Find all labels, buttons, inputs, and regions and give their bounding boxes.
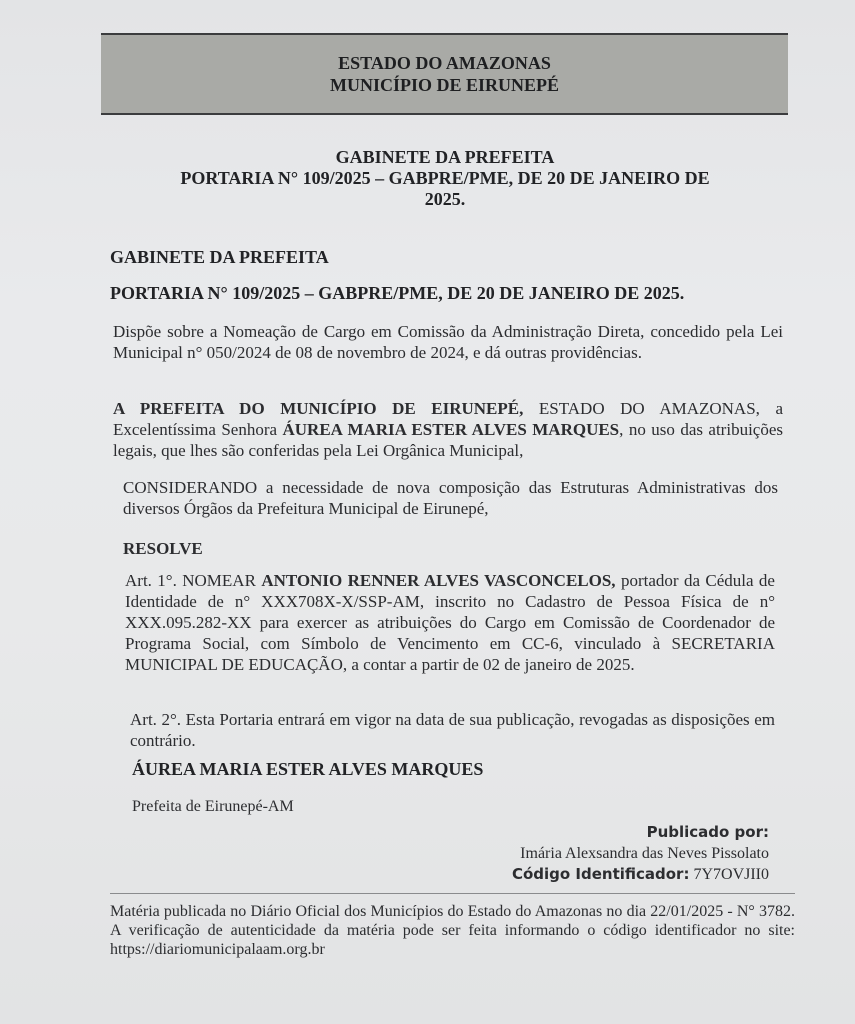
code-value: 7Y7OVJII0 bbox=[693, 866, 769, 883]
art1-nominee: ANTONIO RENNER ALVES VASCONCELOS, bbox=[261, 571, 616, 590]
considerando-paragraph: CONSIDERANDO a necessidade de nova composição das Estruturas Administrativas dos diversos Órgãos da Prefeitura Municipal de Eirunepé, bbox=[123, 478, 778, 518]
footer-note: Matéria publicada no Diário Oficial dos Municípios do Estado do Amazonas no dia 22/01/2025 - N° 3782. A verificação de autenticidade da matéria pode ser feita informando o código identificador no site: https://diariomunicipalaam.org.br bbox=[110, 903, 795, 958]
header-banner bbox=[101, 33, 788, 115]
article-2: Art. 2°. Esta Portaria entrará em vigor na data de sua publicação, revogadas as disposições em contrário. bbox=[130, 710, 775, 750]
portaria-title: PORTARIA N° 109/2025 – GABPRE/PME, DE 20 DE JANEIRO DE 2025. bbox=[110, 283, 685, 303]
publisher-label: Publicado por: bbox=[646, 823, 769, 841]
publisher-name: Imária Alexsandra das Neves Pissolato bbox=[520, 845, 769, 862]
resolve-label: RESOLVE bbox=[123, 539, 203, 558]
document-heading bbox=[130, 147, 760, 210]
preamble-paragraph bbox=[113, 398, 783, 461]
preamble-title: A PREFEITA DO MUNICÍPIO DE EIRUNEPÉ, bbox=[113, 399, 524, 418]
banner-municipality: MUNICÍPIO DE EIRUNEPÉ bbox=[329, 75, 560, 95]
code-label: Código Identificador: bbox=[511, 865, 690, 883]
ementa-paragraph: Dispõe sobre a Nomeação de Cargo em Comissão da Administração Direta, concedido pela Lei Municipal n° 050/2024 de 08 de novembro de 2024, e dá outras providências. bbox=[113, 322, 783, 362]
footer-divider bbox=[110, 893, 795, 894]
publisher-block bbox=[512, 822, 769, 885]
heading-office: GABINETE DA PREFEITA bbox=[335, 147, 555, 167]
signer-role: Prefeita de Eirunepé-AM bbox=[132, 798, 294, 815]
preamble-text-1: ESTADO DO AMAZONAS, a Excelentíssima Senhora bbox=[113, 399, 783, 439]
banner-state: ESTADO DO AMAZONAS bbox=[338, 53, 551, 73]
article-1 bbox=[125, 570, 775, 675]
signer-name: ÁUREA MARIA ESTER ALVES MARQUES bbox=[132, 759, 484, 779]
heading-portaria-line2: 2025. bbox=[424, 189, 466, 209]
heading-portaria-line1: PORTARIA N° 109/2025 – GABPRE/PME, DE 20 DE JANEIRO DE bbox=[180, 168, 710, 188]
section-title: GABINETE DA PREFEITA bbox=[110, 247, 329, 267]
art1-intro: Art. 1°. NOMEAR bbox=[125, 571, 262, 590]
preamble-text-2: , no uso das atribuições legais, que lhes são conferidas pela Lei Orgânica Municipal, bbox=[113, 420, 783, 460]
preamble-name: ÁUREA MARIA ESTER ALVES MARQUES bbox=[282, 420, 620, 439]
art1-text: portador da Cédula de Identidade de n° XXX708X-X/SSP-AM, inscrito no Cadastro de Pessoa Física de n° XXX.095.282-XX para exercer as atribuições do Cargo em Comissão de Coordenador de Programa Social, com Símbolo de Vencimento em CC-6, vinculado à SECRETARIA MUNICIPAL DE EDUCAÇÃO, a contar a partir de 02 de janeiro de 2025. bbox=[125, 571, 775, 674]
